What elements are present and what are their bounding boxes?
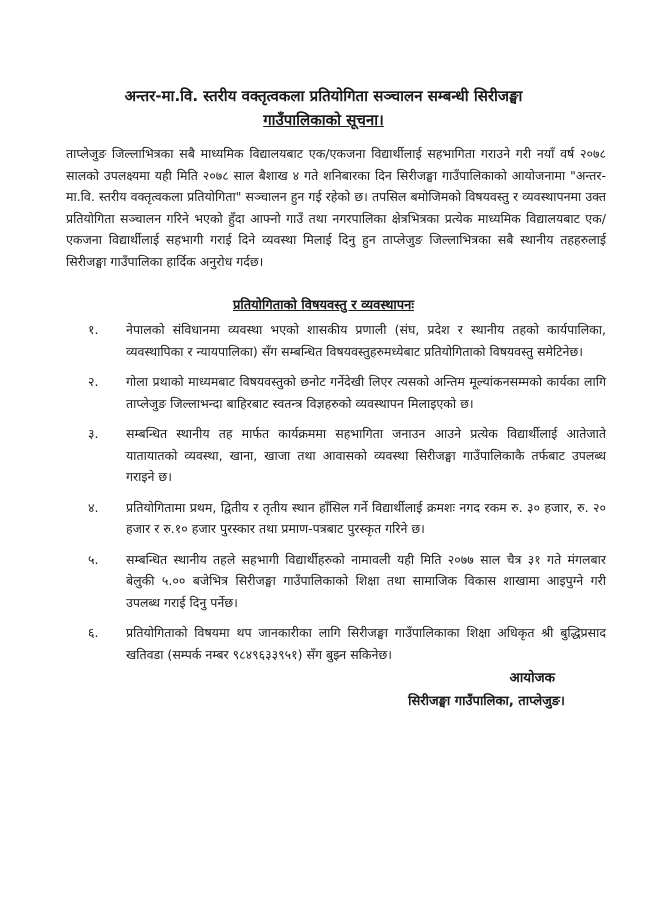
item-number: ५. (88, 551, 99, 567)
list-item (66, 622, 606, 665)
item-text: नेपालको संविधानमा व्यवस्था भएको शासकीय प्रणाली (संघ, प्रदेश र स्थानीय तहको कार्यपालिका, व्यवस्थापिका र न्यायपालिका) सँग सम्बन्धित विषयवस्तुहरुमध्येबाट प्रतियोगिताको विषयवस्तु समेटिनेछ। (126, 322, 606, 359)
item-number: ६. (88, 625, 99, 640)
notice-title: अन्तर-मा.वि. स्तरीय वक्तृत्वकला प्रतियोगिता सञ्चालन सम्बन्धी सिरीजङ्घा (124, 87, 523, 105)
item-text: प्रतियोगितामा प्रथम, द्वितीय र तृतीय स्थान हाँसिल गर्ने विद्यार्थीलाई क्रमशः नगद रकम रु. ३० हजार, रु. २० हजार र रु.१० हजार पुरस्कार तथा प्रमाण-पत्रबाट पुरस्कृत गरिने छ। (126, 499, 606, 536)
item-text: सम्बन्धित स्थानीय तह मार्फत कार्यक्रममा सहभागिता जनाउन आउने प्रत्येक विद्यार्थीलाई आतेजाते यातायातको व्यवस्था, खाना, खाजा तथा आवासको व्यवस्था सिरीजङ्घा गाउँपालिकाकै तर्फबाट उपलब्ध गराइने छ। (126, 426, 606, 484)
list-item (66, 371, 606, 414)
item-number: ३. (88, 426, 99, 441)
organizer-name: सिरीजङ्घा गाउँपालिका, ताप्लेजुङ। (408, 694, 565, 709)
item-text: सम्बन्धित स्थानीय तहले सहभागी विद्यार्थीहरुको नामावली यही मिति २०७७ साल चैत्र ३१ गते मंगलबार बेलुकी ५.०० बजेभित्र सिरीजङ्घा गाउँपालिकाको शिक्षा तथा सामाजिक विकास शाखामा आइपुग्ने गरी उपलब्ध गराई दिनु पर्नेछ। (126, 551, 606, 610)
item-number: २. (88, 374, 99, 389)
list-item (66, 319, 606, 362)
item-text: प्रतियोगिताको विषयमा थप जानकारीका लागि सिरीजङ्घा गाउँपालिकाका शिक्षा अधिकृत श्री बुद्धिप्रसाद खतिवडा (सम्पर्क नम्बर ९८४९६३३९५१) सँग बुझ्न सकिनेछ। (126, 625, 606, 662)
section-heading: प्रतियोगिताको विषयवस्तु र व्यवस्थापनः (232, 298, 415, 313)
item-number: १. (88, 322, 99, 337)
notice-subtitle: गाउँपालिकाको सूचना। (263, 111, 384, 129)
intro-paragraph: ताप्लेजुङ जिल्लाभित्रका सबै माध्यमिक विद्यालयबाट एक/एकजना विद्यार्थीलाई सहभागिता गराउने गरी नयाँ वर्ष २०७८ सालको उपलक्ष्यमा यही मिति २०७८ साल बैशाख ४ गते शनिबारका दिन सिरीजङ्घा गाउँपालिकाको आयोजनामा "अन्तर-मा.वि. स्तरीय वक्तृत्वकला प्रतियोगिता" सञ्चालन हुन गई रहेको छ। तपसिल बमोजिमको विषयवस्तु र व्यवस्थापनमा उक्त प्रतियोगिता सञ्चालन गरिने भएको हुँदा आफ्नो गाउँ तथा नगरपालिका क्षेत्रभित्रका प्रत्येक माध्यमिक विद्यालयबाट एक/एकजना विद्यार्थीलाई सहभागी गराई दिने व्यवस्था मिलाई दिनु हुन ताप्लेजुङ जिल्लाभित्रका सबै स्थानीय तहहरुलाई सिरीजङ्घा गाउँपालिका हार्दिक अनुरोध गर्दछ। (66, 146, 606, 269)
organizer-label: आयोजक (509, 670, 555, 686)
list-item (66, 423, 606, 488)
item-text: गोला प्रथाको माध्यमबाट विषयवस्तुको छनोट गर्नेदेखी लिएर त्यसको अन्तिम मूल्यांकनसम्मको कार्यका लागि ताप्लेजुङ जिल्लाभन्दा बाहिरबाट स्वतन्त्र विज्ञहरुको व्यवस्थापन मिलाइएको छ। (126, 374, 606, 411)
list-item (66, 549, 606, 614)
list-item (66, 497, 606, 540)
item-list (66, 319, 606, 674)
item-number: ४. (88, 499, 99, 515)
